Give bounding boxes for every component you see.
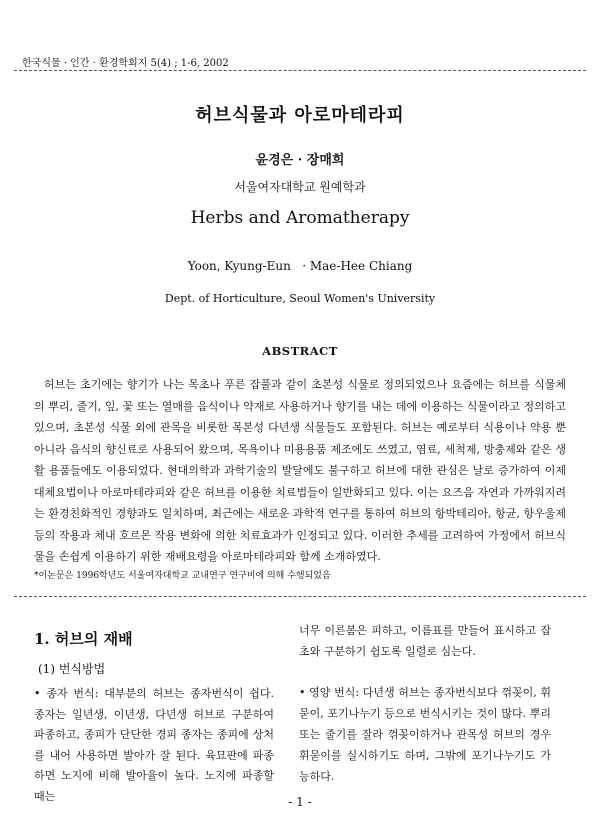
paper-title-korean: 허브식물과 아로마테라피 (195, 105, 405, 126)
affiliation-korean: 서울여자대학교 원예학과 (234, 180, 366, 194)
footnote: *이논문은 1996학년도 서울여자대학교 교내연구 연구비에 의해 수행되었음 (34, 571, 331, 581)
authors-korean: 윤경은 · 장매희 (255, 153, 345, 168)
header-divider (14, 70, 586, 71)
page-number: - 1 - (288, 795, 312, 809)
right-column-paragraph-2: • 영양 번식: 다년생 허브는 종자번식보다 꺾꽂이, 휘묻이, 포기나누기 등으로 번식시키는 것이 많다. 뿌리 또는 줄기를 잘라 꺾꽂이하거나 관목성 허브의 경우 휘묻이를 실시하기도 하며, 그밖에 포기나누기도 가능하다. (299, 686, 551, 783)
affiliation-english: Dept. of Horticulture, Seoul Women's University (164, 292, 436, 305)
subsection-heading: (1) 번식방법 (38, 662, 106, 676)
left-column-paragraph: • 종자 번식: 대부분의 허브는 종자번식이 쉽다. 종자는 일년생, 이년생, 다년생 허브로 구분하여 파종하고, 종피가 단단한 경피 종자는 종피에 상처를 내어 사용하면 발아가 잘 된다. 육묘판에 파종하면 노지에 비해 발아율이 높다. 노지에 파종할 때는 (34, 687, 274, 803)
abstract-heading: ABSTRACT (262, 344, 338, 358)
abstract-body: 허브는 초기에는 향기가 나는 목초나 푸른 잡풀과 같이 초본성 식물로 정의되었으나 요즘에는 허브를 식물체의 뿌리, 줄기, 잎, 꽃 또는 열매를 음식이나 약재로 사용하거나 향기를 내는 데에 이용하는 식물이라고 정의하고 있으며, 초본성 식물 외에 관목을 비롯한 목본성 다년생 식물들도 포함된다. 허브는 예로부터 식용이나 약용 뿐 아니라 음식의 향신료로 사용되어 왔으며, 목욕이나 미용용품 제조에도 쓰였고, 염료, 세척제, 방충제와 같은 생활 용품들에도 이용되었다. 현대의학과 과학기술의 발달에도 불구하고 허브에 대한 관심은 날로 증가하여 이제 대체요법이나 아로마테라피와 같은 허브를 이용한 치료법들이 일반화되고 있다. 이는 요즈음 자연과 가까워지려는 환경친화적인 경향과도 일치하며, 최근에는 새로운 과학적 연구를 통하여 허브의 항박테리아, 항균, 항우울제 등의 작용과 체내 호르몬 작용 변화에 의한 치료효과가 인정되고 있다. 이러한 추세를 고려하여 가정에서 허브식물을 손쉽게 이용하기 위한 재배요령을 아로마테라피와 함께 소개하였다. (34, 378, 566, 563)
paper-title-english: Herbs and Aromatherapy (190, 208, 410, 228)
section-divider (14, 596, 586, 597)
journal-citation: 한국식물 · 인간 · 환경학회지 5(4) ; 1-6, 2002 (22, 58, 229, 69)
right-column-paragraph-1: 너무 이른봄은 피하고, 이름표를 만들어 표시하고 잡초와 구분하기 쉽도록 일렬로 심는다. (299, 624, 551, 658)
authors-english: Yoon, Kyung-Eun · Mae-Hee Chiang (187, 259, 413, 273)
section-heading: 1. 허브의 재배 (34, 630, 133, 648)
